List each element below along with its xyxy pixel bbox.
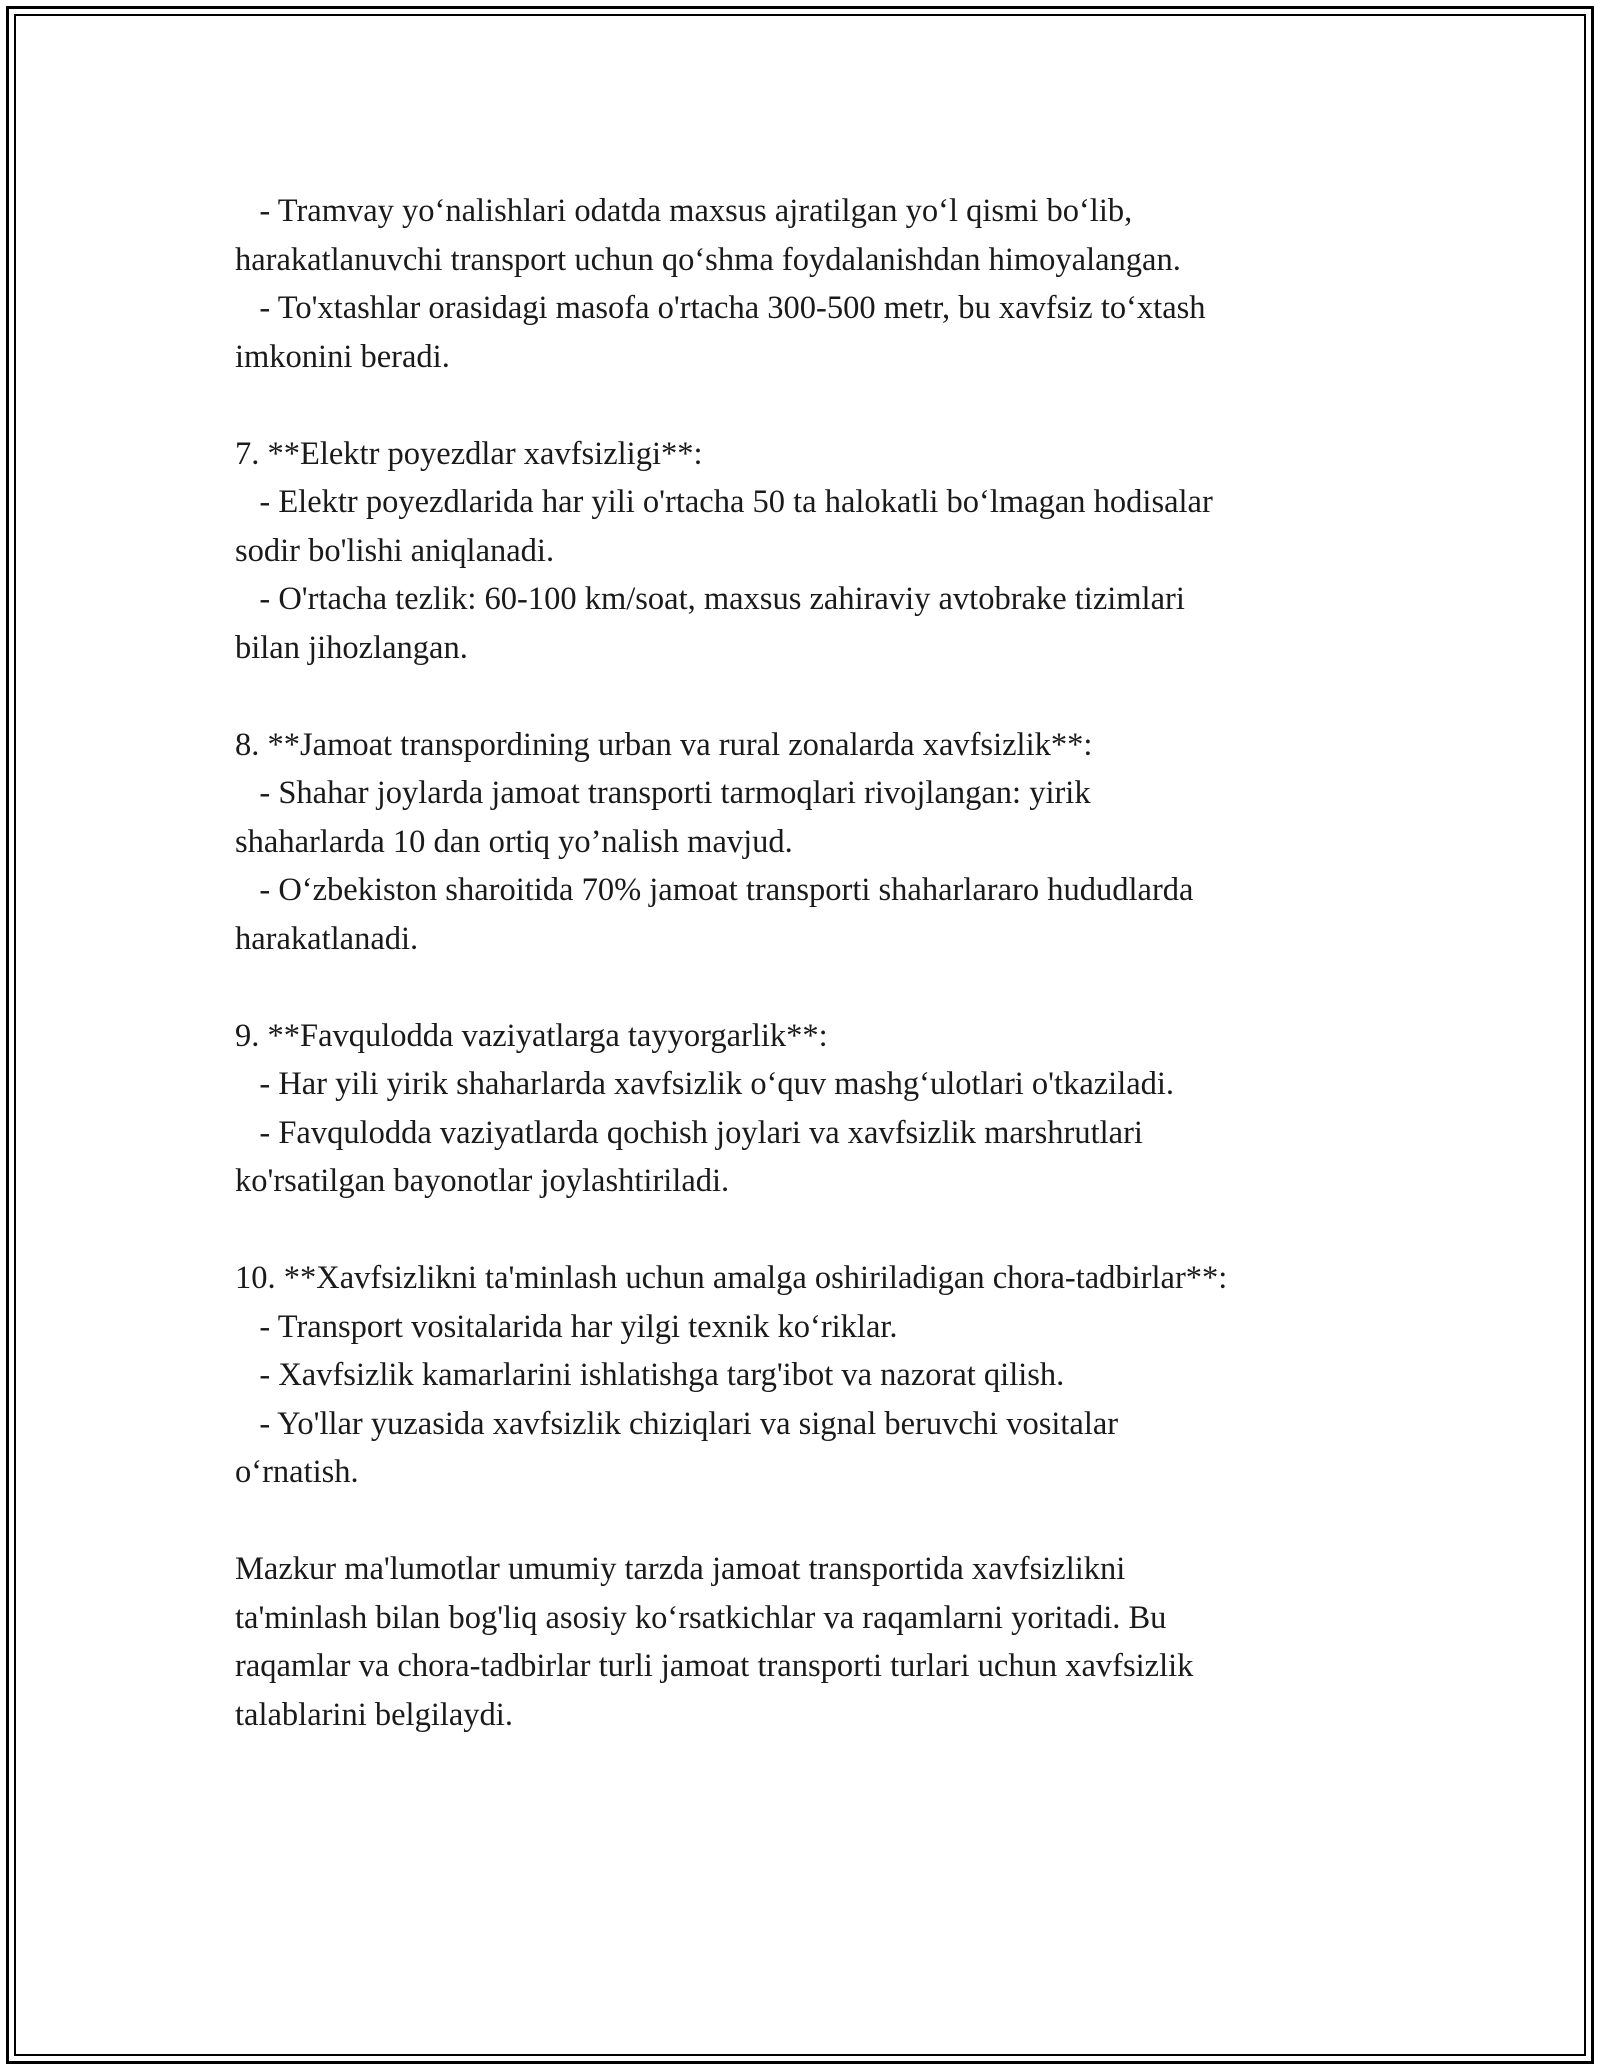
paragraph-spacer — [235, 963, 1385, 1012]
text-line: - O'rtacha tezlik: 60-100 km/soat, maxsus zahiraviy avtobrake tizimlari — [235, 581, 1185, 617]
paragraph-conclusion — [235, 1545, 1385, 1739]
section-heading: 8. **Jamoat transpordining urban va rural zonalarda xavfsizlik**: — [235, 726, 1093, 763]
text-line: - Elektr poyezdlarida har yili o'rtacha 50 ta halokatli bo‘lmagan hodisalar — [235, 484, 1213, 520]
text-line: - Shahar joylarda jamoat transporti tarmoqlari rivojlangan: yirik — [235, 775, 1091, 811]
section-10-safety-measures — [235, 1254, 1385, 1497]
section-7-electric-trains — [235, 430, 1385, 673]
text-line: - Favqulodda vaziyatlarda qochish joylari va xavfsizlik marshrutlari — [235, 1114, 1143, 1151]
text-line: raqamlar va chora-tadbirlar turli jamoat transporti turlari uchun xavfsizlik — [235, 1648, 1194, 1684]
text-line: harakatlanadi. — [235, 920, 419, 957]
section-9-emergency-preparedness — [235, 1012, 1385, 1206]
text-line: harakatlanuvchi transport uchun qo‘shma foydalanishdan himoyalangan. — [235, 241, 1181, 278]
paragraph-spacer — [235, 381, 1385, 430]
text-line: - Tramvay yo‘nalishlari odatda maxsus ajratilgan yo‘l qismi bo‘lib, — [235, 193, 1133, 229]
section-heading: 10. **Xavfsizlikni ta'minlash uchun amalga oshiriladigan chora-tadbirlar**: — [235, 1260, 1228, 1296]
text-line: - Transport vositalarida har yilgi texnik ko‘riklar. — [235, 1308, 898, 1345]
text-line: sodir bo'lishi aniqlanadi. — [235, 532, 555, 569]
text-line: - To'xtashlar orasidagi masofa o'rtacha 300-500 metr, bu xavfsiz to‘xtash — [235, 290, 1206, 326]
text-line: - Xavfsizlik kamarlarini ishlatishga targ'ibot va nazorat qilish. — [235, 1357, 1065, 1393]
text-line: o‘rnatish. — [235, 1454, 359, 1490]
text-line: - O‘zbekiston sharoitida 70% jamoat transporti shaharlararo hududlarda — [235, 872, 1194, 908]
paragraph-spacer — [235, 1206, 1385, 1255]
section-heading: 9. **Favqulodda vaziyatlarga tayyorgarlik**: — [235, 1017, 828, 1054]
document-body — [235, 187, 1385, 1739]
paragraph-spacer — [235, 672, 1385, 721]
text-line: ko'rsatilgan bayonotlar joylashtiriladi. — [235, 1163, 730, 1199]
text-line: - Har yili yirik shaharlarda xavfsizlik o‘quv mashg‘ulotlari o'tkaziladi. — [235, 1066, 1175, 1102]
section-8-urban-rural — [235, 721, 1385, 964]
text-line: bilan jihozlangan. — [235, 629, 468, 666]
paragraph-tramvay-continued — [235, 187, 1385, 381]
text-line: shaharlarda 10 dan ortiq yo’nalish mavjud. — [235, 823, 793, 860]
section-heading: 7. **Elektr poyezdlar xavfsizligi**: — [235, 435, 703, 472]
text-line: imkonini beradi. — [235, 338, 450, 375]
text-line: Mazkur ma'lumotlar umumiy tarzda jamoat transportida xavfsizlikni — [235, 1551, 1126, 1587]
text-line: - Yo'llar yuzasida xavfsizlik chiziqlari va signal beruvchi vositalar — [235, 1405, 1119, 1442]
paragraph-spacer — [235, 1497, 1385, 1546]
text-line: ta'minlash bilan bog'liq asosiy ko‘rsatkichlar va raqamlarni yoritadi. Bu — [235, 1599, 1167, 1636]
text-line: talablarini belgilaydi. — [235, 1696, 513, 1733]
